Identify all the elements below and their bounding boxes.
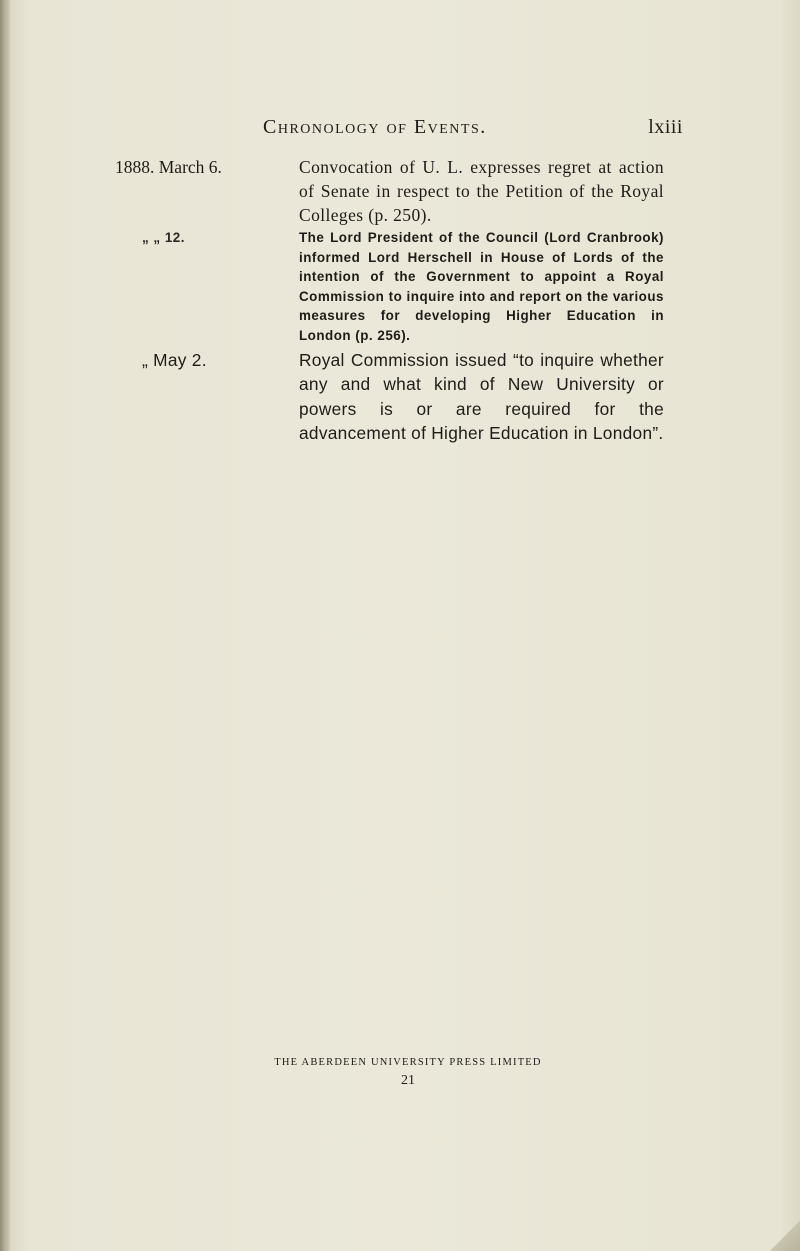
sheet-signature-number: 21 — [401, 1073, 415, 1088]
page-corner-fold — [770, 1221, 800, 1251]
running-title: Chronology of Events. — [263, 116, 487, 138]
printer-imprint: THE ABERDEEN UNIVERSITY PRESS LIMITED — [274, 1057, 542, 1068]
entry-text: Royal Commission issued “to inquire whether any and what kind of New University or powers is or are required for the advancement of Higher Education in London”. — [299, 350, 664, 443]
entry-date: „ „ 12. — [142, 230, 185, 245]
entry-date: 1888. March 6. — [115, 157, 222, 177]
entry-text: The Lord President of the Council (Lord Cranbrook) informed Lord Herschell in House of Lords of the intention of the Government to appoint a Royal Commission to inquire into and report on the various measures for developing Higher Education in London (p. 256). — [299, 230, 664, 343]
entry-text: Convocation of U. L. expresses regret at action of Senate in respect to the Petition of the Royal Colleges (p. 250). — [299, 157, 664, 225]
page-numeral: lxiii — [648, 116, 683, 138]
running-head — [263, 116, 683, 142]
entry-date: „ May 2. — [142, 350, 207, 370]
